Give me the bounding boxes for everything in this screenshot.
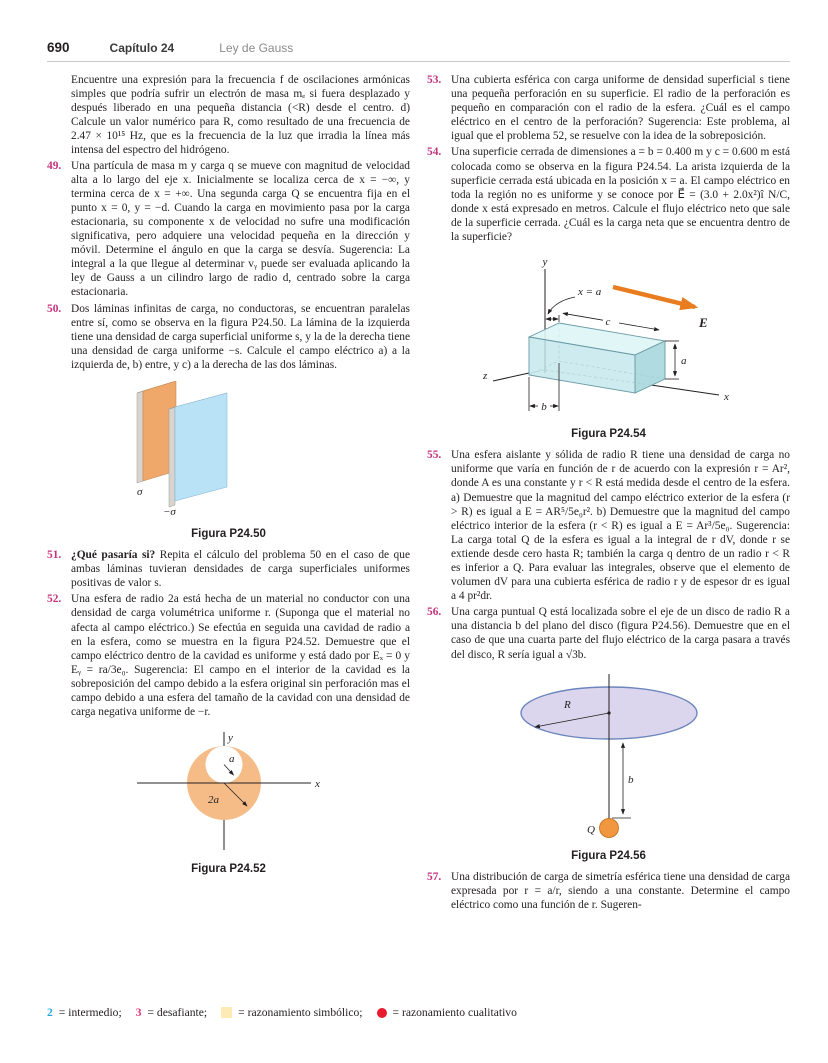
problem-number: 57. (427, 870, 442, 883)
problem-number: 56. (427, 606, 442, 619)
problem-text: Una esfera de radio 2a está hecha de un material no conductor con una densidad de carga volumétrica uniforme r. (Suponga que el material no afecta al campo eléctrico.) Se efectúa en seguida una cavidad de radio a en la esfera, como se muestra en la figura P24.52. Demuestre que el campo eléctrico dentro de la cavidad es uniforme y está dado por Eₓ = 0 y Eᵧ = ra/3e₀. Sugerencia: El campo en el interior de la cavidad es la sobreposición del campo debido a la esfera original sin perforación mas el campo debido a una esfera del tamaño de la cavidad con una densidad de carga negativa uniforme de −r. (71, 593, 410, 719)
problem-text: Una partícula de masa m y carga q se mueve con magnitud de velocidad alta a lo largo del eje x. Inicialmente se localiza cerca de x = −∞, y termina cerca de x = +∞. Una segunda carga Q se encuentra fija en el punto x = 0, y = −d. Cuando la carga en movimiento pasa por la carga estacionaria, su componente x de velocidad no sufre una modificación significativa, pero adquiere una velocidad pequeña en la dirección y móvil. Determine el ángulo en que la carga se desvía. Sugerencia: La integral a la que llegue al determinar vᵧ puede ser evaluada aplicando la ley de Gauss a un cilindro largo de radio d, centrado sobre la carga estacionaria. (71, 159, 410, 299)
problem-text: Dos láminas infinitas de carga, no conductoras, se encuentran paralelas entre sí, como se observa en la figura P24.50. La lámina de la izquierda tiene una densidad de carga superficial uniforme s, y la de la derecha tiene una densidad de carga uniforme −s. Calcule el campo eléctrico a) a la izquierda de, b) entre, y c) a la derecha de las dos láminas. (71, 302, 410, 371)
a-label: a (228, 753, 234, 766)
electric-field-arrow (613, 287, 695, 307)
problem-55 (427, 448, 790, 603)
red-dot-icon (377, 1008, 387, 1018)
difficulty-legend (47, 1006, 517, 1019)
problem-54 (427, 145, 790, 244)
z-axis-label: z (482, 370, 487, 383)
x-axis-label: x (314, 778, 320, 791)
problem-49 (47, 159, 410, 300)
right-column (427, 73, 790, 914)
legend-qualitative-text: = razonamiento cualitativo (392, 1006, 517, 1019)
y-axis-label: y (542, 256, 547, 269)
figure-caption: Figura P24.50 (191, 527, 266, 540)
z-axis (493, 373, 529, 381)
b-label: b (627, 773, 633, 786)
two-column-layout (47, 73, 790, 914)
legend-3-symbol: 3 (135, 1006, 142, 1019)
x-eq-a-label: x = a (577, 286, 601, 299)
x-axis-label: x (723, 391, 729, 404)
left-column (47, 73, 410, 914)
figure-caption: Figura P24.54 (571, 428, 646, 441)
chapter-title: Ley de Gauss (219, 41, 294, 55)
problem-text: Una distribución de carga de simetría esférica tiene una densidad de carga expresada por r = a/r, siendo a una constante. Determine el campo eléctrico como una función de r. Sugeren- (451, 870, 790, 911)
figure-p24-54 (427, 253, 790, 441)
problem-number: 54. (427, 146, 442, 159)
R-label: R (563, 698, 571, 711)
problem-text: Una superficie cerrada de dimensiones a = b = 0.400 m y c = 0.600 m está colocada como se observa en la figura P24.54. La arista izquierda de la superficie cerrada está ubicada en la posición x = a. El campo eléctrico en toda la región no es uniforme y se conoce por E⃗ = (3.0 + 2.0x²)î N/C, donde x está expresado en metros. Calcule el flujo eléctrico neto que sale de la superficie cerrada. ¿Cuál es la carga neta que se encuentra dentro de la superficie? (451, 146, 790, 244)
dimension-a-right (665, 341, 679, 379)
blue-plate (175, 393, 227, 501)
problem-text: Una cubierta esférica con carga uniforme de densidad superficial s tiene una pequeña perforación en su superficie. El radio de la perforación es pequeño en comparación con el radio de la esfera. ¿Cuál es el campo eléctrico en el centro de la perforación? Sugerencia: Este problema, al igual que el problema 52, se resuelve con la idea de la sobreposición. (451, 74, 790, 143)
page-number: 690 (47, 40, 70, 55)
2a-label: 2a (207, 794, 219, 807)
blue-plate-edge (169, 407, 175, 507)
problem-number: 52. (47, 593, 62, 606)
problem-text: Repita el cálculo del problema 50 en el caso de que ambas láminas tuvieran densidades de carga superficiales uniformes positivas de valor s. (71, 549, 410, 590)
problem-57 (427, 870, 790, 912)
figure-caption: Figura P24.52 (191, 863, 266, 876)
legend-3-text: = desafiante; (147, 1006, 208, 1019)
Q-label: Q (586, 823, 595, 836)
figure-p24-52 (47, 728, 410, 876)
legend-2-symbol: 2 (47, 1006, 53, 1019)
problem-50 (47, 302, 410, 372)
problem-48-continuation: Encuentre una expresión para la frecuencia f de oscilaciones armónicas simples que podría sufrir un electrón de masa mₑ si fuera desplazado y después liberado en una pequeña distancia (<R) desde el centro. d) Calcule un valor numérico para R, como resultado de una frecuencia de 2.47 × 10¹⁵ Hz, que es la frecuencia de la luz que irradia la línea más intensa del espectro del hidrógeno. (71, 74, 410, 157)
problem-text: Una carga puntual Q está localizada sobre el eje de un disco de radio R a una distancia b del plano del disco (figura P24.56). Demuestre que en el caso de que una cuarta parte del flujo eléctrico de la carga pasara a través del disco, R sería igual a √3b. (451, 606, 790, 661)
problem-text: Una esfera aislante y sólida de radio R tiene una densidad de carga no uniforme que varía en función de r de acuerdo con la expresión r = Ar², donde A es una constante y r < R está medida desde el centro de la esfera. a) Demuestre que la magnitud del campo eléctrico exterior de la esfera (r > R) es igual a E = AR⁵/5e₀r². b) Demuestre que la magnitud del campo eléctrico interior de la esfera (r < R) es igual a E = Ar³/5e₀. Sugerencia: La carga total Q de la esfera es igual a la integral de r dV, donde r se extiende desde cero hasta R; también la carga q dentro de un radio r < R es inferior a Q. Para evaluar las integrales, observe que el elemento de volumen dV para una cubierta esférica de radio r y de espesor dr es igual a 4 pr²dr. (451, 449, 790, 603)
problem-51 (47, 548, 410, 590)
problem-53 (427, 73, 790, 143)
b-label: b (540, 401, 547, 414)
page-header (47, 40, 790, 62)
dimension-a-gap (546, 315, 559, 322)
x-eq-a-pointer (548, 297, 575, 314)
problem-number: 55. (427, 449, 442, 462)
chapter-label: Capítulo 24 (109, 41, 175, 55)
figure-p24-50 (47, 381, 410, 541)
c-label: c (605, 316, 610, 329)
two-charged-sheets-diagram (129, 381, 329, 521)
legend-2-text: = intermedio; (58, 1006, 122, 1019)
problem-number: 53. (427, 74, 442, 86)
point-charge-disk-diagram (494, 671, 724, 843)
figure-p24-56 (427, 671, 790, 863)
y-axis-label: y (227, 732, 233, 745)
legend-symbolic-text: = razonamiento simbólico; (238, 1006, 363, 1019)
minus-sigma-label: −σ (162, 505, 176, 518)
yellow-square-icon (221, 1007, 232, 1018)
point-charge (599, 818, 618, 837)
problem-56 (427, 605, 790, 661)
problem-number: 50. (47, 302, 62, 315)
a-right-label: a (680, 355, 686, 368)
sphere-with-cavity-diagram (119, 728, 339, 856)
figure-caption: Figura P24.56 (571, 849, 646, 862)
x-axis (651, 385, 719, 395)
E-field-label: E⃗ (698, 315, 718, 331)
problem-number: 51. (47, 549, 62, 562)
closed-surface-box-diagram (479, 253, 739, 421)
problem-52 (47, 592, 410, 719)
orange-plate-edge (137, 391, 143, 483)
problem-number: 49. (47, 159, 62, 172)
what-if-lead: ¿Qué pasaría si? (71, 549, 156, 562)
sigma-label: σ (136, 485, 142, 498)
